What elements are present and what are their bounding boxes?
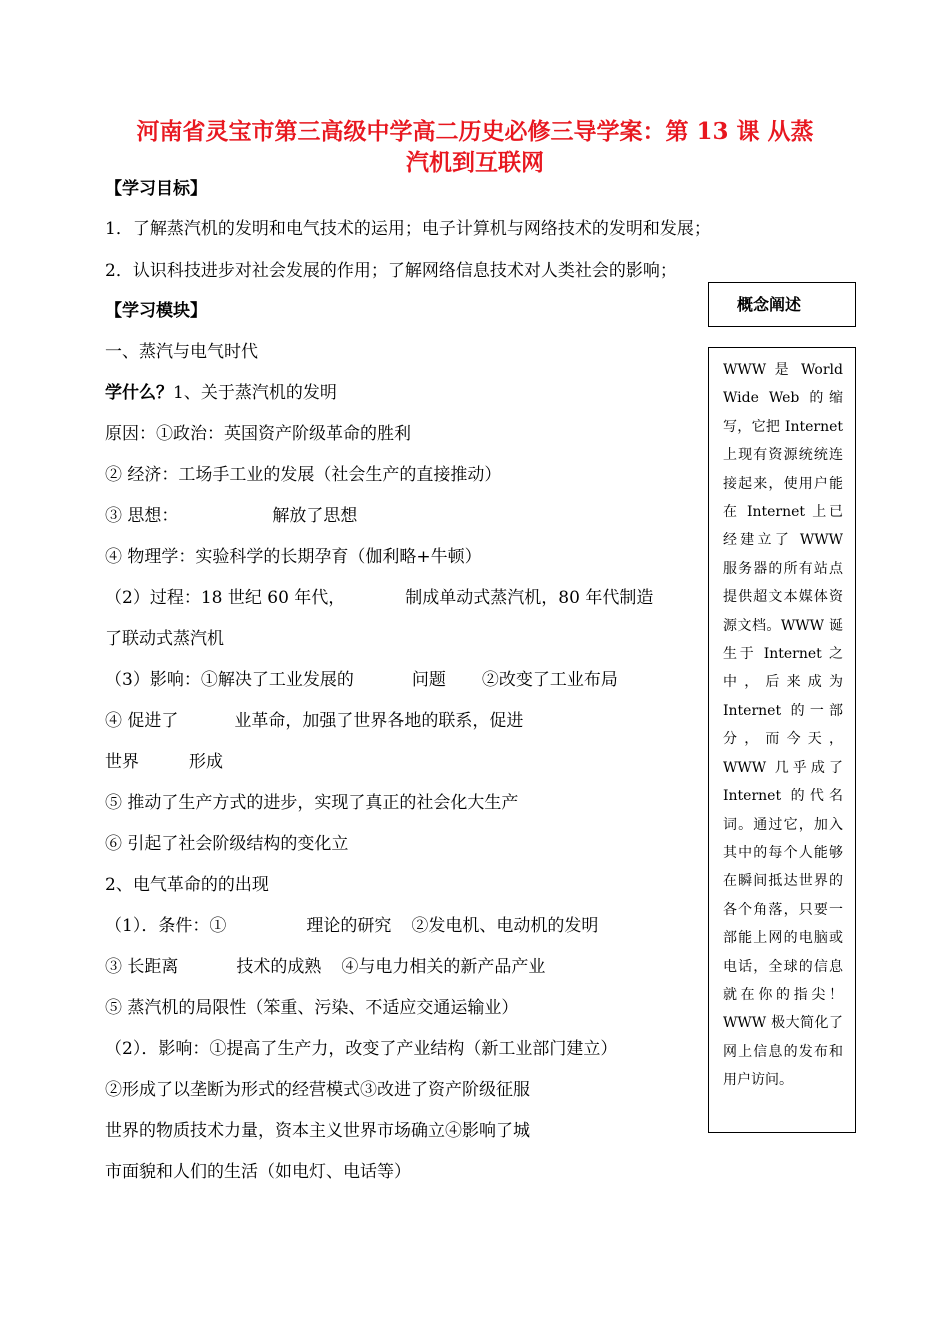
- cause-politics: 原因：①政治：英国资产阶级革命的胜利: [105, 424, 411, 444]
- condition-4-text: ④与电力相关的新产品产业: [341, 957, 546, 977]
- condition-label: （1）．条件：①: [105, 916, 227, 936]
- concept-header: 概念阐述: [736, 295, 801, 314]
- condition-3-text: 技术的成熟: [236, 957, 322, 977]
- promote-label: ④ 促进了: [105, 711, 179, 731]
- modules-heading: 【学习模块】: [105, 301, 207, 321]
- question-prefix: 学什么？: [105, 383, 173, 403]
- cause-thought: [105, 505, 357, 527]
- effect-1: （2）．影响：①提高了生产力，改变了产业结构（新工业部门建立）: [105, 1039, 618, 1059]
- world-line: [105, 751, 223, 773]
- document-title: [100, 116, 850, 178]
- process-continuation: 了联动式蒸汽机: [105, 629, 224, 649]
- objectives-heading: 【学习目标】: [105, 179, 207, 199]
- condition-generator: ②发电机、电动机的发明: [411, 916, 599, 936]
- world-text: 形成: [189, 752, 223, 772]
- concept-text-box: [708, 347, 856, 1133]
- condition-theory: 理论的研究: [306, 916, 392, 936]
- condition-5: ⑤ 蒸汽机的局限性（笨重、污染、不适应交通运输业）: [105, 998, 519, 1018]
- world-label: 世界: [105, 752, 139, 772]
- question-line: [105, 382, 337, 404]
- effect-3: 世界的物质技术力量，资本主义世界市场确立④影响了城: [105, 1121, 530, 1141]
- concept-header-box: [708, 282, 856, 327]
- impact-problem: 问题: [411, 670, 446, 690]
- effect-4: 市面貌和人们的生活（如电灯、电话等）: [105, 1162, 411, 1182]
- condition-3-line: [105, 956, 545, 978]
- question-text: 1、关于蒸汽机的发明: [173, 383, 337, 403]
- concept-text: WWW 是 World Wide Web 的缩写，它把 Internet 上现有资源统统连接起来，使用户能在 Internet 上已经建立了 WWW 服务器的所有站点提供超文本媒体资源文档。WWW 诞生于 Internet 之中，后来成为 Internet 的一部分，而今天，WWW 几乎成了 Internet 的代名词。通过它，加入其中的每个人能够在瞬间抵达世界的各个角落，只要一部能上网的电脑或电话，全球的信息就在你的指尖！WWW 极大简化了网上信息的发布和用户访问。: [723, 362, 843, 1089]
- cause-physics: ④ 物理学：实验科学的长期孕育（伽利略+牛顿）: [105, 547, 482, 567]
- impact-label: （3）影响：①解决了工业发展的: [105, 670, 354, 690]
- process-text: 制成单动式蒸汽机，80 年代制造: [405, 588, 654, 608]
- condition-3-label: ③ 长距离: [105, 957, 179, 977]
- objective-item-2: 2．认识科技进步对社会发展的作用；了解网络信息技术对人类社会的影响；: [105, 261, 677, 281]
- promote-line: [105, 710, 523, 732]
- process-line: [105, 587, 653, 609]
- cause-thought-label: ③ 思想：: [105, 506, 179, 526]
- section-1-title: 一、蒸汽与电气时代: [105, 342, 258, 362]
- cause-economy: ② 经济：工场手工业的发展（社会生产的直接推动）: [105, 465, 502, 485]
- effect-2: ②形成了以垄断为形式的经营模式③改进了资产阶级征服: [105, 1080, 530, 1100]
- title-line-1: 河南省灵宝市第三高级中学高二历史必修三导学案：第 13 课 从蒸: [136, 118, 814, 145]
- impact-line: [105, 669, 618, 691]
- impact-6: ⑥ 引起了社会阶级结构的变化立: [105, 834, 349, 854]
- title-line-2: 汽机到互联网: [406, 149, 544, 176]
- cause-thought-text: 解放了思想: [272, 506, 358, 526]
- objective-item-1: 1．了解蒸汽机的发明和电气技术的运用；电子计算机与网络技术的发明和发展；: [105, 219, 711, 239]
- impact-5: ⑤ 推动了生产方式的进步，实现了真正的社会化大生产: [105, 793, 519, 813]
- section-2-title: 2、电气革命的的出现: [105, 875, 269, 895]
- promote-text: 业革命，加强了世界各地的联系，促进: [234, 711, 524, 731]
- condition-line: [105, 915, 598, 937]
- process-label: （2）过程：18 世纪 60 年代，: [105, 588, 346, 608]
- impact-layout: ②改变了工业布局: [481, 670, 618, 690]
